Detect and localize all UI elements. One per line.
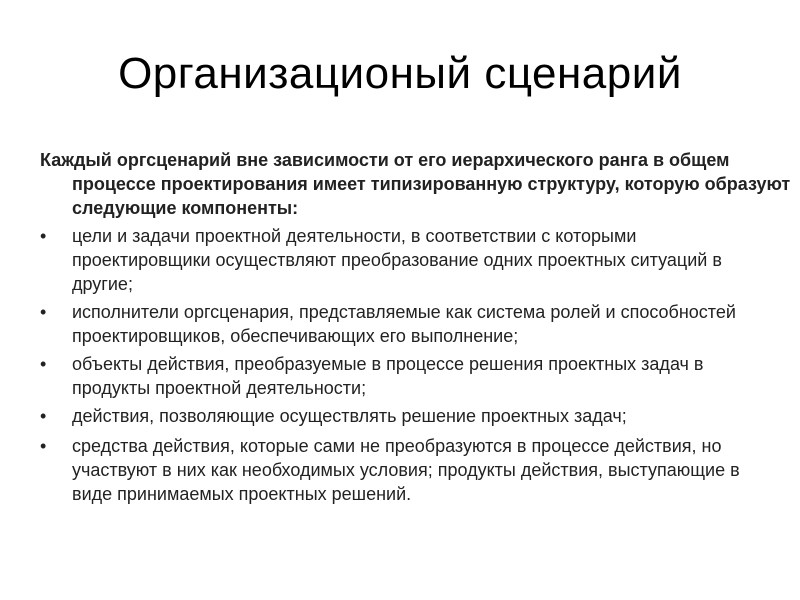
bullet-icon: • [40,354,47,374]
component-list [40,224,760,510]
list-item-text: исполнители оргсценария, представляемые как система ролей и способностей проектировщиков, обеспечивающих его выполнение; [72,302,736,346]
bullet-icon: • [40,436,47,456]
bullet-icon: • [40,406,47,426]
list-item-text: объекты действия, преобразуемые в процессе решения проектных задач в продукты проектной деятельности; [72,354,704,398]
list-item [40,352,760,400]
bullet-icon: • [40,302,47,322]
list-item-text: средства действия, которые сами не преобразуются в процессе действия, но участвуют в них как необходимых условия; продукты действия, выступающие в виде принимаемых проектных решений. [72,436,740,504]
bullet-icon: • [40,226,47,246]
list-item [40,300,760,348]
list-item [40,224,760,296]
intro-paragraph: Каждый оргсценарий вне зависимости от его иерархического ранга в общем процессе проектирования имеет типизированную структуру, которую образуют следующие компоненты: [40,150,791,218]
list-item-text: цели и задачи проектной деятельности, в соответствии с которыми проектировщики осуществляют преобразование одних проектных ситуаций в другие; [72,226,722,294]
list-item-text: действия, позволяющие осуществлять решение проектных задач; [72,406,627,426]
list-item [40,404,760,428]
slide-title: Организационый сценарий [118,49,682,98]
list-item [40,434,760,506]
